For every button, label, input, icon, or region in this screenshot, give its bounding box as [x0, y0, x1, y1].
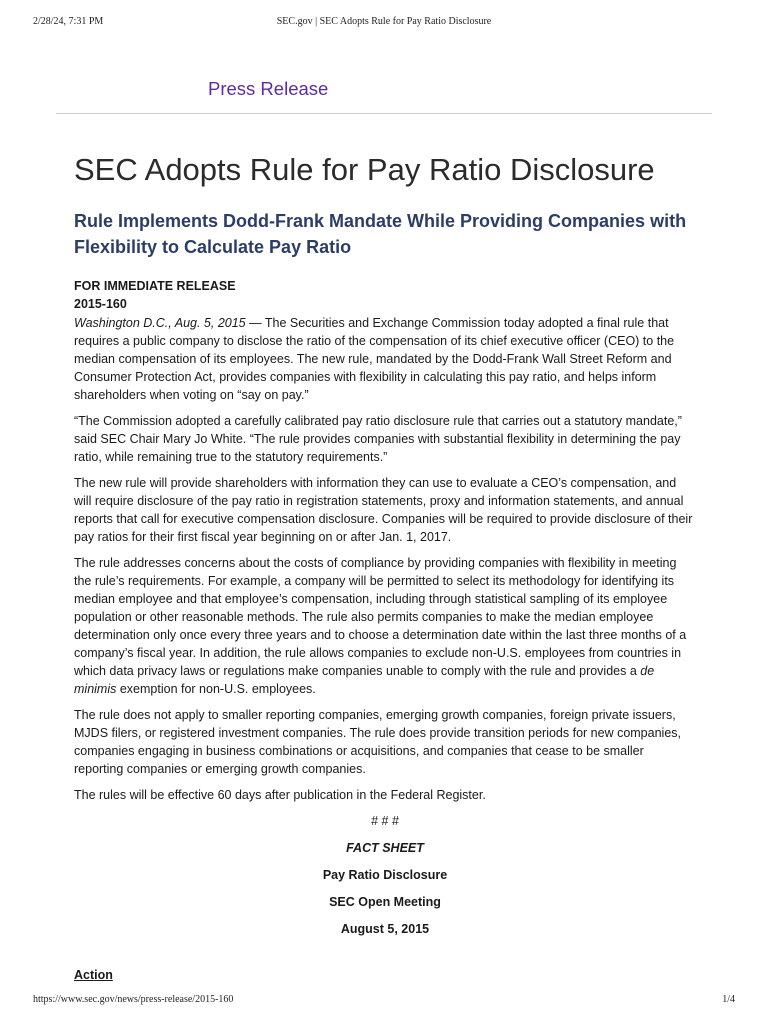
release-label: FOR IMMEDIATE RELEASE — [74, 279, 236, 293]
paragraph-2: “The Commission adopted a carefully calibrated pay ratio disclosure rule that carries out a statutory mandate,” said SEC Chair Mary Jo White. “The rule provides companies with substantial flexibility in determining the pay ratio, while remaining true to the statutory requirements.” — [74, 414, 682, 464]
fact-sheet-topic: Pay Ratio Disclosure — [322, 868, 448, 882]
paragraph-3: The new rule will provide shareholders with information they can use to evaluate a CEO’s compensation, and will require disclosure of the pay ratio in registration statements, proxy and information statements, and annual reports that call for executive compensation disclosure. Companies will be required to provide disclosure of their pay ratios for their first fiscal year beginning on or after Jan. 1, 2017. — [74, 476, 693, 544]
print-page-number: 1/4 — [722, 994, 735, 1005]
fact-sheet-date: August 5, 2015 — [340, 922, 430, 936]
paragraph-4-text: The rule addresses concerns about the costs of compliance by providing companies with flexibility in meeting the rule’s requirements. For example, a company will be permitted to select its methodology for identifying its median employee and that employee’s compensation, including through statistical sampling of its employee population or other reasonable methods. The rule also permits companies to make the median employee determination only once every three years and to choose a determination date within the last three months of a company’s fiscal year. In addition, the rule allows companies to exclude non-U.S. employees from countries in which data privacy laws or regulations make companies unable to comply with the rule and provides a — [74, 556, 687, 678]
dateline: Washington D.C., Aug. 5, 2015 — — [74, 316, 262, 330]
section-separator: # # # — [371, 814, 399, 828]
print-footer — [33, 994, 735, 1008]
fact-sheet-heading: FACT SHEET — [346, 841, 424, 855]
paragraph-1 — [74, 314, 696, 404]
print-page-title: SEC.gov | SEC Adopts Rule for Pay Ratio Disclosure — [276, 16, 492, 27]
press-release-kicker: Press Release — [208, 78, 329, 99]
paragraph-4-tail: exemption for non-U.S. employees. — [119, 682, 316, 696]
print-datetime: 2/28/24, 7:31 PM — [33, 16, 104, 27]
print-header — [33, 16, 735, 30]
paragraph-1-text: The Securities and Exchange Commission today adopted a final rule that requires a public company to disclose the ratio of the compensation of its chief executive officer (CEO) to the median compensation of its employees. The new rule, mandated by the Dodd-Frank Wall Street Reform and Consumer Protection Act, provides companies with flexibility in calculating this pay ratio, and helps inform shareholders when voting on “say on pay.” — [74, 316, 675, 402]
paragraph-4 — [74, 554, 696, 698]
page-title: SEC Adopts Rule for Pay Ratio Disclosure — [74, 152, 655, 187]
print-url: https://www.sec.gov/news/press-release/2015-160 — [33, 994, 234, 1005]
paragraph-5: The rule does not apply to smaller reporting companies, emerging growth companies, foreign private issuers, MJDS filers, or registered investment companies. The rule does provide transition periods for new companies, companies engaging in business combinations or acquisitions, and companies that cease to be smaller reporting companies or emerging growth companies. — [74, 708, 681, 776]
press-release-body — [74, 277, 696, 947]
de-minimis-term: de minimis — [74, 664, 655, 696]
action-heading: Action — [74, 968, 113, 982]
release-number: 2015-160 — [74, 297, 127, 311]
header-divider — [56, 113, 712, 114]
page-subtitle: Rule Implements Dodd-Frank Mandate While Providing Companies with Flexibility to Calculate Pay Ratio — [74, 211, 687, 257]
paragraph-6: The rules will be effective 60 days after publication in the Federal Register. — [74, 788, 486, 802]
fact-sheet-meeting: SEC Open Meeting — [329, 895, 441, 909]
